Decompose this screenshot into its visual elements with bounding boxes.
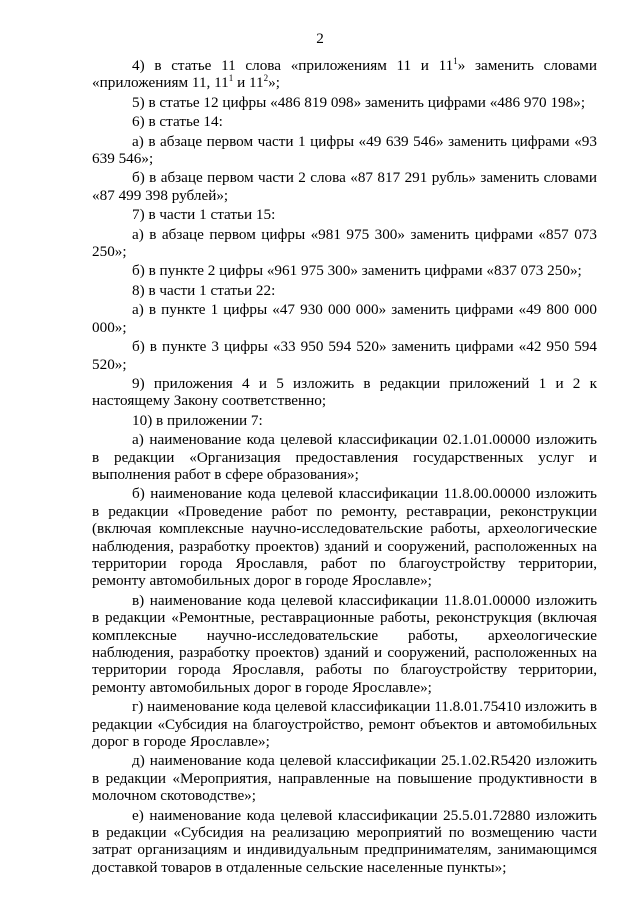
item-4-text-d: »; (268, 74, 280, 92)
item-7: 7) в части 1 статьи 15: (132, 206, 276, 224)
item-8: 8) в части 1 статьи 22: (132, 281, 276, 299)
item-10a: а) наименование кода целевой классификации 02.1.01.00000 изложить в редакции «Организация предоставления государственных услуг и выполнения работ в сфере образования»; (92, 431, 597, 483)
item-10g: г) наименование кода целевой классификации 11.8.01.75410 изложить в редакции «Субсидия на благоустройство, ремонт объектов и автомобильных дорог в городе Ярославле»; (92, 698, 597, 751)
item-4-sup-1: 1 (453, 55, 458, 66)
item-6a: а) в абзаце первом части 1 цифры «49 639 546» заменить цифрами «93 639 546»; (92, 132, 597, 168)
item-10b: б) наименование кода целевой классификации 11.8.00.00000 изложить в редакции «Проведение работ по ремонту, реставрации, реконструкции (включая комплексные научно-исследовательские работы, археологические наблюдения, разработку проектов) зданий и сооружений, расположенных на территории города Ярославля, работ по благоустройству территории, ремонту автомобильных дорог в городе Ярославле»; (92, 485, 597, 590)
item-4 (92, 57, 597, 92)
item-4-text-a: 4) в статье 11 слова «приложениям 11 и 11 (132, 57, 454, 74)
item-10d: д) наименование кода целевой классификации 25.1.02.R5420 изложить в редакции «Мероприятия, направленные на повышение продуктивности в молочном скотоводстве»; (92, 752, 597, 805)
item-8b: б) в пункте 3 цифры «33 950 594 520» заменить цифрами «42 950 594 520»; (92, 338, 597, 373)
item-6b: б) в абзаце первом части 2 слова «87 817 291 рубль» заменить словами «87 499 398 рублей»; (92, 169, 597, 204)
item-10: 10) в приложении 7: (132, 411, 263, 429)
item-10v: в) наименование кода целевой классификации 11.8.01.00000 изложить в редакции «Ремонтные, реставрационные работы, реконструкция (включая комплексные научно-исследовательские работы, археологические наблюдения, разработку проектов) зданий и сооружений, расположенных на территории города Ярославля, работы по благоустройству территории, ремонту автомобильных дорог в городе Ярославле»; (92, 591, 597, 696)
item-4-text-c: и 11 (233, 74, 264, 92)
item-9: 9) приложения 4 и 5 изложить в редакции приложений 1 и 2 к настоящему Закону соответственно; (92, 374, 597, 410)
item-7a: а) в абзаце первом цифры «981 975 300» заменить цифрами «857 073 250»; (92, 225, 597, 261)
item-10e: е) наименование кода целевой классификации 25.5.01.72880 изложить в редакции «Субсидия на реализацию мероприятий по возмещению части затрат организациям и индивидуальным предпринимателям, занимающимся доставкой товаров в отдаленные сельские населенные пункты»; (92, 806, 597, 876)
item-7b: б) в пункте 2 цифры «961 975 300» заменить цифрами «837 073 250»; (132, 262, 582, 280)
page-number: 2 (316, 30, 324, 47)
item-6: 6) в статье 14: (132, 113, 223, 131)
item-8a: а) в пункте 1 цифры «47 930 000 000» заменить цифрами «49 800 000 000»; (92, 301, 597, 336)
item-4-sup-2: 1 (228, 73, 234, 84)
item-5: 5) в статье 12 цифры «486 819 098» заменить цифрами «486 970 198»; (132, 93, 586, 111)
item-4-text-b: » заменить словами «приложениям 11, 11 (92, 57, 597, 92)
item-4-sup-3: 2 (263, 73, 269, 84)
document-body (92, 57, 597, 876)
